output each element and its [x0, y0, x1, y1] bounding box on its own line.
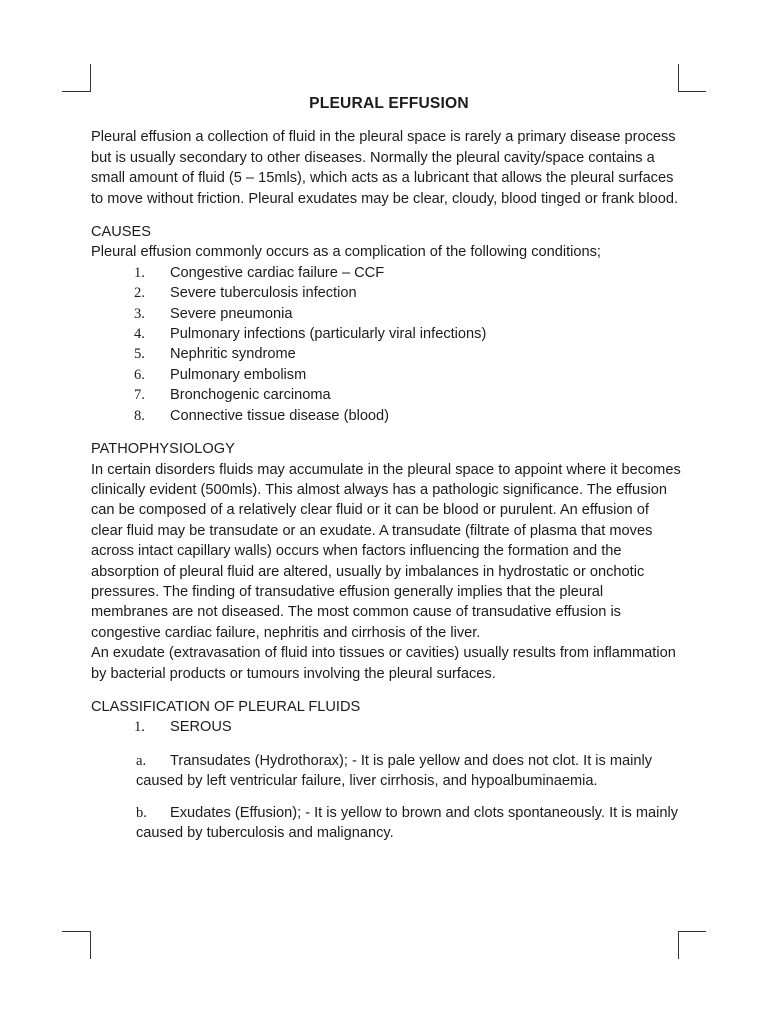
- subitem-letter: b.: [136, 804, 147, 821]
- crop-mark-top-right-horizontal: [678, 91, 706, 92]
- causes-heading: CAUSES: [91, 224, 152, 241]
- subitem-text: Transudates (Hydrothorax); - It is pale yellow and does not clot. It is mainly caused by left ventricular failure, liver cirrhosis, and hypoalbuminaemia.: [136, 752, 653, 790]
- list-item: [91, 283, 681, 303]
- crop-mark-top-left-vertical: [90, 64, 91, 92]
- list-text: Severe tuberculosis infection: [170, 285, 357, 302]
- crop-mark-bottom-right-vertical: [678, 931, 679, 959]
- crop-mark-top-right-vertical: [678, 64, 679, 92]
- list-number: 1.: [134, 719, 145, 736]
- list-text: Bronchogenic carcinoma: [170, 387, 331, 404]
- subitem-text: Exudates (Effusion); - It is yellow to brown and clots spontaneously. It is mainly caused by tuberculosis and malignancy.: [136, 804, 679, 841]
- list-number: 4.: [134, 326, 145, 343]
- list-text: Pulmonary infections (particularly viral infections): [170, 326, 487, 343]
- crop-mark-bottom-left-vertical: [90, 931, 91, 959]
- list-number: 3.: [134, 305, 145, 322]
- causes-list: [91, 263, 681, 426]
- list-number: 7.: [134, 387, 145, 404]
- list-item: [91, 365, 681, 385]
- list-text: Severe pneumonia: [170, 305, 293, 322]
- document-body: [91, 94, 681, 854]
- list-item: [91, 385, 681, 405]
- pathophysiology-heading: PATHOPHYSIOLOGY: [91, 441, 235, 458]
- list-text: Connective tissue disease (blood): [170, 407, 390, 424]
- pathophysiology-paragraph-2: An exudate (extravasation of fluid into tissues or cavities) usually results from inflammation by bacterial products or tumours involving the pleural surfaces.: [91, 645, 676, 682]
- list-text: Nephritic syndrome: [170, 346, 296, 363]
- classification-subitem-b: [91, 803, 681, 844]
- subitem-letter: a.: [136, 752, 147, 769]
- page-title: PLEURAL EFFUSION: [309, 95, 469, 112]
- pathophysiology-paragraph-1: In certain disorders fluids may accumulate in the pleural space to appoint where it becomes clinically evident (500mls). This almost always has a pathologic significance. The effusion can be composed of a relatively clear fluid or it can be blood or purulent. An effusion of clear fluid may be transudate or an exudate. A transudate (filtrate of plasma that moves across intact capillary walls) occurs when factors influencing the formation and the absorption of pleural fluid are altered, usually by imbalances in hydrostatic or onchotic pressures. The finding of transudative effusion generally implies that the pleural membranes are not diseased. The most common cause of transudative effusion is congestive cardiac failure, nephritis and cirrhosis of the liver.: [91, 461, 681, 641]
- classification-item-text: SEROUS: [170, 719, 232, 736]
- intro-paragraph: Pleural effusion a collection of fluid in the pleural space is rarely a primary disease process but is usually secondary to other diseases. Normally the pleural cavity/space contains a small amount of fluid (5 – 15mls), which acts as a lubricant that allows the pleural surfaces to move without friction. Pleural exudates may be clear, cloudy, blood tinged or frank blood.: [91, 129, 679, 207]
- list-number: 5.: [134, 346, 145, 363]
- list-number: 1.: [134, 264, 145, 281]
- list-number: 6.: [134, 366, 145, 383]
- list-number: 2.: [134, 285, 145, 302]
- list-item: [91, 304, 681, 324]
- classification-subitem-a: [91, 751, 681, 792]
- list-item: [91, 263, 681, 283]
- classification-heading: CLASSIFICATION OF PLEURAL FLUIDS: [91, 698, 361, 715]
- crop-mark-bottom-right-horizontal: [678, 931, 706, 932]
- list-item: [91, 406, 681, 426]
- classification-item: [91, 717, 681, 737]
- causes-lead: Pleural effusion commonly occurs as a complication of the following conditions;: [91, 244, 601, 261]
- list-item: [91, 324, 681, 344]
- crop-mark-bottom-left-horizontal: [62, 931, 90, 932]
- list-item: [91, 344, 681, 364]
- list-number: 8.: [134, 407, 145, 424]
- crop-mark-top-left-horizontal: [62, 91, 90, 92]
- list-text: Congestive cardiac failure – CCF: [170, 264, 385, 281]
- list-text: Pulmonary embolism: [170, 366, 307, 383]
